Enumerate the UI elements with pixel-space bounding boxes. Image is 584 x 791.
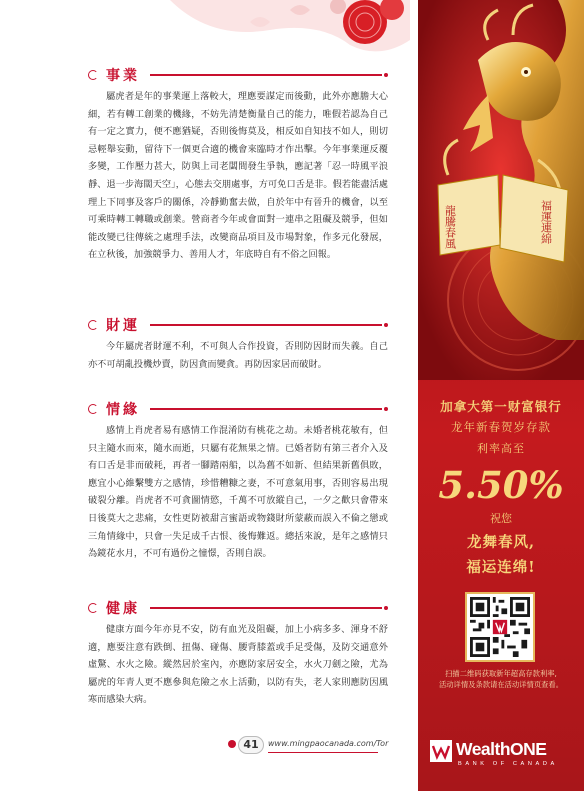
ad-subheadline: 龙年新春贺岁存款 xyxy=(451,420,551,434)
footer-url[interactable]: www.mingpaocanada.com/Tor xyxy=(268,739,389,748)
section-heading xyxy=(88,314,388,336)
section-body: 感情上肖虎者易有感情工作混淆防有桃花之劫。未婚者桃花敏有，但只主隨水而來，隨水而逝，只屬有花無果之情。已婚者防有第三者介入及有口舌是非而破耗，再者一腳踏兩船，以為舊不如新、但結果新舊俱敗，應宜小心維繫雙方之感情，珍惜糟糠之妻，不可意氣用事，否則容易出現破裂分離。肖虎者不可貪圖情慾，千萬不可放縱自己，一夕之歡只會帶來日後莫大之悲痛，女性更防被甜言蜜語或物錢財所蒙蔽而誤入不倫之戀或三角情緣中，只會一失足成千古恨、後悔難返。總括來說，是年之感情只為鏡花水月，不可有過份之憧憬，否則自誤。 xyxy=(88,425,388,560)
section-heading xyxy=(88,398,388,420)
section-title: 財運 xyxy=(106,318,140,334)
footer-rule xyxy=(268,752,378,753)
section-title: 健康 xyxy=(106,601,140,617)
ad-wish: 祝您 xyxy=(490,512,512,525)
section-career xyxy=(88,64,388,264)
section-health xyxy=(88,597,388,709)
heading-rule xyxy=(150,74,382,76)
qr-code-icon[interactable] xyxy=(465,592,535,662)
section-title: 情緣 xyxy=(106,402,140,418)
wealthone-logo-icon xyxy=(430,740,452,762)
heading-rule xyxy=(150,607,382,609)
footer-ornament-icon xyxy=(228,740,236,748)
page-number: 41 xyxy=(238,736,264,754)
scroll-ornament-icon xyxy=(88,70,98,80)
brand-name: WealthONE xyxy=(456,739,547,759)
heading-dot-icon xyxy=(384,323,388,327)
banner-left-text: 龍騰春風 xyxy=(443,205,457,249)
ad-note-line2: 活动详情及条款请在活动详情页查看。 xyxy=(438,680,564,689)
ad-slogan-line1: 龙舞春风, xyxy=(466,534,536,551)
ad-slogan-line2: 福运连绵! xyxy=(466,559,536,576)
section-romance xyxy=(88,398,388,563)
scroll-ornament-icon xyxy=(88,603,98,613)
scroll-ornament-icon xyxy=(88,320,98,330)
heading-rule xyxy=(150,408,382,410)
heading-dot-icon xyxy=(384,606,388,610)
section-heading xyxy=(88,597,388,619)
golden-dragon-icon xyxy=(418,0,584,380)
heading-rule xyxy=(150,324,382,326)
heading-dot-icon xyxy=(384,407,388,411)
ad-rate-value: 5.50% xyxy=(438,463,564,507)
ad-note-line1: 扫描二维码获取新年超高存款利率, xyxy=(445,669,557,678)
lantern-decoration-icon xyxy=(150,0,410,58)
ad-headline: 加拿大第一财富银行 xyxy=(440,399,562,414)
brand-subtitle: BANK OF CANADA xyxy=(458,761,558,767)
ad-rate-label: 利率高至 xyxy=(477,442,525,455)
section-body: 健康方面今年亦見不安，防有血光及阻礙，加上小病多多、渾身不舒適，應要注意有跌倒、扭傷、碰傷、腰背膝蓋或手足受傷，及防交通意外虛驚、水火之險。縱然居於室內，亦應防家居安全，水火刀劍之險，尤為屬虎的年青人更不應參與危險之水上活動，以防有失，老人家則應防因風寒而感染大病。 xyxy=(88,624,388,706)
banner-right-text: 福運連綿 xyxy=(539,200,553,244)
wealthone-logo[interactable] xyxy=(430,738,580,778)
heading-dot-icon xyxy=(384,73,388,77)
section-body: 今年屬虎者財運不利，不可與人合作投資，否則防因財而失義。自己亦不可胡亂投機炒賣，防因貪而變貪。再防因家居而破財。 xyxy=(88,341,388,370)
section-heading xyxy=(88,64,388,86)
section-wealth xyxy=(88,314,388,373)
section-body: 屬虎者是年的事業運上落較大，理應要謀定而後動，此外亦應膽大心細，若有轉工創業的機緣，不妨先清楚衡量自己的能力，唯假若認為自己有一定之實力，便不應猶疑，否則後悔莫及，相反如自知技不如人，則切忌輕舉妄動，留待下一個更合適的機會來臨時才作出擊。今年事業運反覆多變，工作壓力甚大，防與上司老闆間發生爭執，應記著「忍一時風平浪靜、退一步海闊天空」，心態去交朋處事，方可免口舌是非。假若能盡活處理上下同事及客戶的關係，冷靜勤奮去做，自於年中有晉升的機會，以至可乘時轉工轉職或創業。營商者今年或會面對一連串之阻礙及競爭，但如能改變已往傳統之處理手法，改變商品項目及市場對象，作多元化發展，在立秋後，加強競爭力、善用人才，年底時自有不俗之回報。 xyxy=(88,91,388,261)
section-title: 事業 xyxy=(106,68,140,84)
scroll-ornament-icon xyxy=(88,404,98,414)
